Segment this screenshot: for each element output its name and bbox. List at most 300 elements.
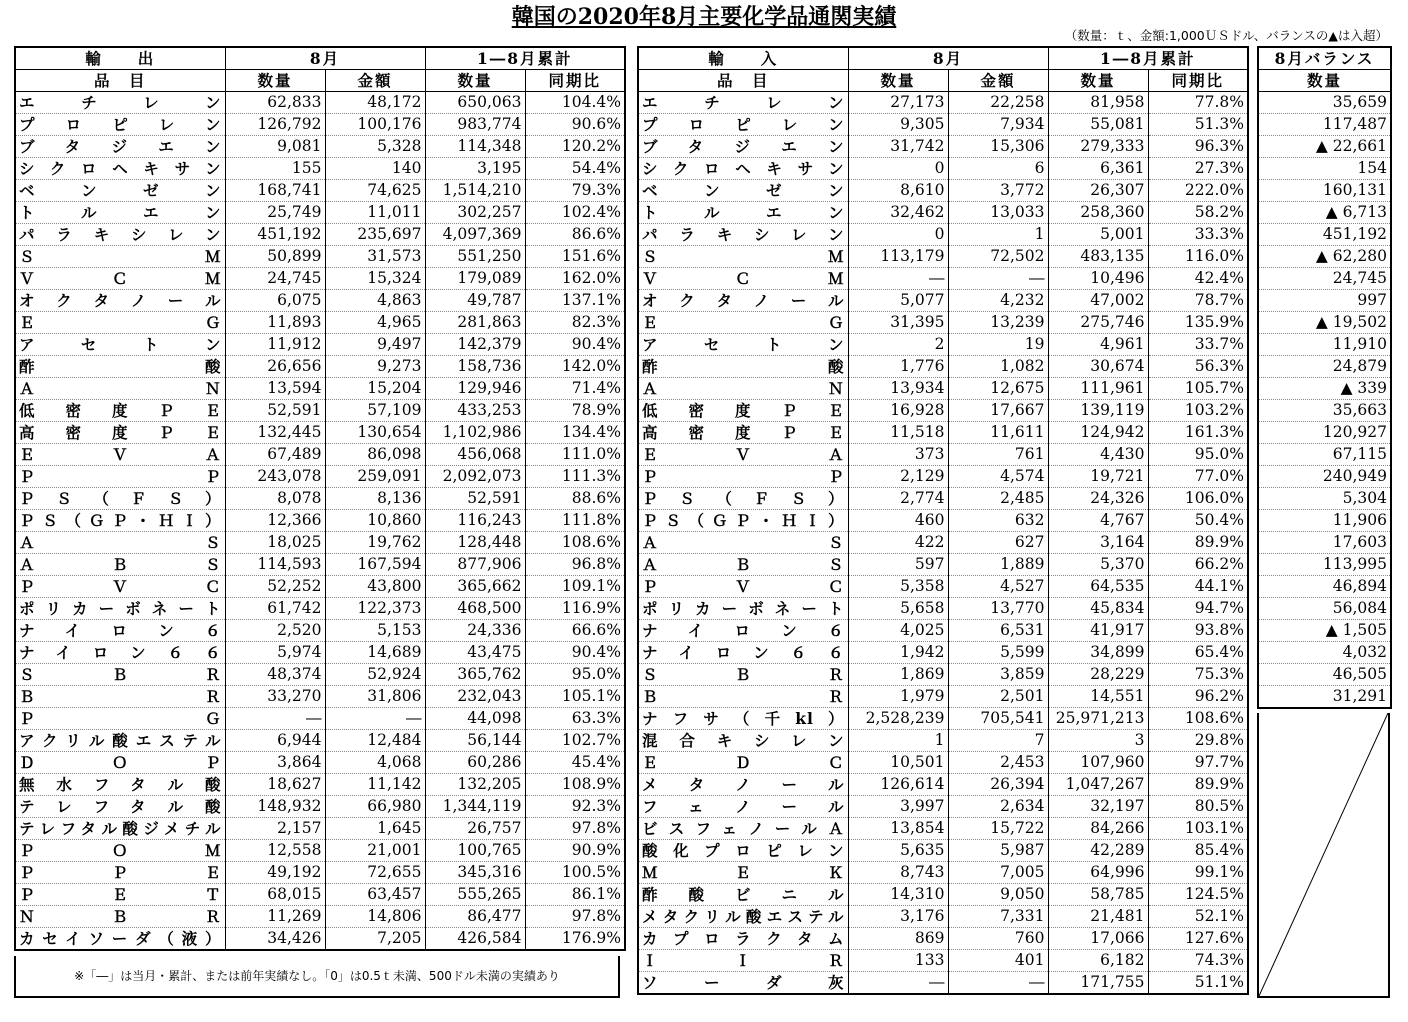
import-cum-qty: 41,917 [1048, 620, 1148, 642]
balance-row [1258, 202, 1391, 224]
export-cum-qty: 24,336 [425, 620, 525, 642]
import-amount: 22,258 [948, 92, 1048, 114]
import-qty: 0 [848, 158, 948, 180]
import-item-name: ＰＳ（ＦＳ） [638, 488, 848, 510]
imports-cumulative-header: 1―8月累計 [1048, 47, 1248, 70]
import-cum-qty: 6,361 [1048, 158, 1148, 180]
balance-header: 8月バランス [1258, 47, 1391, 70]
import-item-name: ＡＳ [638, 532, 848, 554]
import-cum-qty: 34,899 [1048, 642, 1148, 664]
import-item-name: パラキシレン [638, 224, 848, 246]
export-amount: 12,484 [325, 730, 425, 752]
export-qty: 2,157 [225, 818, 325, 840]
import-yoy: 94.7% [1148, 598, 1248, 620]
export-yoy: 79.3% [525, 180, 625, 202]
diagonal-line [1259, 713, 1388, 996]
import-amount: 4,574 [948, 466, 1048, 488]
import-yoy: 78.7% [1148, 290, 1248, 312]
balance-row [1258, 356, 1391, 378]
export-item-name: ＰＰＥ [15, 862, 225, 884]
balance-row [1258, 224, 1391, 246]
export-cum-qty: 1,344,119 [425, 796, 525, 818]
import-amount: 7,934 [948, 114, 1048, 136]
export-amount: 31,573 [325, 246, 425, 268]
balance-row [1258, 158, 1391, 180]
balance-row [1258, 554, 1391, 576]
export-cum-qty: 468,500 [425, 598, 525, 620]
balance-qty: 11,910 [1258, 334, 1391, 356]
import-qty: 373 [848, 444, 948, 466]
export-qty: 24,745 [225, 268, 325, 290]
import-yoy: 27.3% [1148, 158, 1248, 180]
export-qty: 50,899 [225, 246, 325, 268]
export-cum-qty: 142,379 [425, 334, 525, 356]
export-cum-qty: 49,787 [425, 290, 525, 312]
import-yoy: 74.3% [1148, 950, 1248, 972]
import-amount: 760 [948, 928, 1048, 950]
import-amount: 19 [948, 334, 1048, 356]
import-item-name: ＢＲ [638, 686, 848, 708]
import-row [638, 334, 1248, 356]
import-item-name: オクタノール [638, 290, 848, 312]
import-qty: ― [848, 972, 948, 995]
balance-qty: 120,927 [1258, 422, 1391, 444]
balance-row [1258, 598, 1391, 620]
import-item-name: ＩＩＲ [638, 950, 848, 972]
export-cum-qty: 60,286 [425, 752, 525, 774]
exports-header: 輸 出 [15, 47, 225, 70]
import-qty: 9,305 [848, 114, 948, 136]
import-qty: 4,025 [848, 620, 948, 642]
import-qty: 2,129 [848, 466, 948, 488]
import-cum-qty: 124,942 [1048, 422, 1148, 444]
import-amount: 627 [948, 532, 1048, 554]
export-row [15, 598, 625, 620]
import-item-name: トルエン [638, 202, 848, 224]
import-yoy: 77.0% [1148, 466, 1248, 488]
import-item-name: ＶＣＭ [638, 268, 848, 290]
import-qty: 2 [848, 334, 948, 356]
import-row [638, 444, 1248, 466]
import-row [638, 620, 1248, 642]
export-row [15, 620, 625, 642]
balance-row [1258, 246, 1391, 268]
export-amount: 19,762 [325, 532, 425, 554]
export-row [15, 862, 625, 884]
import-yoy: 103.1% [1148, 818, 1248, 840]
export-row [15, 158, 625, 180]
export-qty: 52,252 [225, 576, 325, 598]
import-cum-qty: 6,182 [1048, 950, 1148, 972]
imports-col-item: 品 目 [638, 70, 848, 92]
export-yoy: 90.4% [525, 334, 625, 356]
import-cum-qty: 58,785 [1048, 884, 1148, 906]
import-item-name: 低密度ＰＥ [638, 400, 848, 422]
balance-row [1258, 664, 1391, 686]
export-cum-qty: 1,514,210 [425, 180, 525, 202]
export-item-name: エチレン [15, 92, 225, 114]
import-amount: 7,331 [948, 906, 1048, 928]
import-item-name: プロピレン [638, 114, 848, 136]
balance-qty: 997 [1258, 290, 1391, 312]
import-amount: 72,502 [948, 246, 1048, 268]
export-amount: 21,001 [325, 840, 425, 862]
balance-row [1258, 510, 1391, 532]
export-cum-qty: 281,863 [425, 312, 525, 334]
import-amount: 705,541 [948, 708, 1048, 730]
import-qty: 13,854 [848, 818, 948, 840]
import-row [638, 114, 1248, 136]
import-qty: 460 [848, 510, 948, 532]
export-amount: ― [325, 708, 425, 730]
footnote: ※「―」は当月・累計、または前年実績なし。「0」は0.5ｔ未満、500ドル未満の実績あり [14, 956, 620, 998]
import-item-name: ＰＶＣ [638, 576, 848, 598]
export-amount: 140 [325, 158, 425, 180]
balance-row [1258, 312, 1391, 334]
export-row [15, 466, 625, 488]
export-amount: 8,136 [325, 488, 425, 510]
export-cum-qty: 86,477 [425, 906, 525, 928]
import-qty: ― [848, 268, 948, 290]
export-row [15, 642, 625, 664]
export-item-name: ＡＳ [15, 532, 225, 554]
export-qty: 49,192 [225, 862, 325, 884]
exports-col-yoy: 同期比 [525, 70, 625, 92]
balance-qty: 5,304 [1258, 488, 1391, 510]
export-item-name: 無水フタル酸 [15, 774, 225, 796]
balance-qty: ▲ 1,505 [1258, 620, 1391, 642]
import-yoy: 161.3% [1148, 422, 1248, 444]
import-cum-qty: 5,001 [1048, 224, 1148, 246]
import-amount: 15,306 [948, 136, 1048, 158]
export-amount: 43,800 [325, 576, 425, 598]
export-amount: 52,924 [325, 664, 425, 686]
import-item-name: ナイロン６ [638, 620, 848, 642]
import-row [638, 664, 1248, 686]
export-row [15, 92, 625, 114]
export-yoy: 102.4% [525, 202, 625, 224]
import-yoy: 44.1% [1148, 576, 1248, 598]
import-row [638, 224, 1248, 246]
export-amount: 86,098 [325, 444, 425, 466]
export-amount: 259,091 [325, 466, 425, 488]
import-row [638, 246, 1248, 268]
export-amount: 9,273 [325, 356, 425, 378]
export-cum-qty: 3,195 [425, 158, 525, 180]
export-amount: 7,205 [325, 928, 425, 951]
export-amount: 15,204 [325, 378, 425, 400]
import-qty: 133 [848, 950, 948, 972]
export-item-name: ＰＳ（ＦＳ） [15, 488, 225, 510]
export-yoy: 96.8% [525, 554, 625, 576]
export-cum-qty: 26,757 [425, 818, 525, 840]
export-row [15, 884, 625, 906]
balance-qty: 17,603 [1258, 532, 1391, 554]
export-item-name: ＤＯＰ [15, 752, 225, 774]
import-row [638, 554, 1248, 576]
import-yoy: 66.2% [1148, 554, 1248, 576]
export-qty: 18,025 [225, 532, 325, 554]
export-yoy: 90.4% [525, 642, 625, 664]
export-qty: 52,591 [225, 400, 325, 422]
import-qty: 5,077 [848, 290, 948, 312]
export-row [15, 752, 625, 774]
export-yoy: 176.9% [525, 928, 625, 951]
balance-qty: ▲ 62,280 [1258, 246, 1391, 268]
export-row [15, 840, 625, 862]
import-row [638, 92, 1248, 114]
balance-row [1258, 136, 1391, 158]
export-qty: 68,015 [225, 884, 325, 906]
export-item-name: 酢酸 [15, 356, 225, 378]
export-qty: 18,627 [225, 774, 325, 796]
export-yoy: 134.4% [525, 422, 625, 444]
export-yoy: 92.3% [525, 796, 625, 818]
export-row [15, 906, 625, 928]
import-row [638, 466, 1248, 488]
import-item-name: ＳＢＲ [638, 664, 848, 686]
import-yoy: 135.9% [1148, 312, 1248, 334]
export-qty: 11,912 [225, 334, 325, 356]
import-row [638, 312, 1248, 334]
export-yoy: 109.1% [525, 576, 625, 598]
exports-col-item: 品 目 [15, 70, 225, 92]
export-qty: 168,741 [225, 180, 325, 202]
export-row [15, 774, 625, 796]
balance-blank-area [1257, 713, 1390, 998]
export-cum-qty: 877,906 [425, 554, 525, 576]
import-row [638, 180, 1248, 202]
import-cum-qty: 30,674 [1048, 356, 1148, 378]
import-item-name: 混合キシレン [638, 730, 848, 752]
export-amount: 11,011 [325, 202, 425, 224]
balance-row [1258, 180, 1391, 202]
export-cum-qty: 650,063 [425, 92, 525, 114]
import-cum-qty: 10,496 [1048, 268, 1148, 290]
imports-col-yoy: 同期比 [1148, 70, 1248, 92]
import-qty: 27,173 [848, 92, 948, 114]
import-qty: 31,395 [848, 312, 948, 334]
balance-qty: 46,894 [1258, 576, 1391, 598]
import-cum-qty: 64,535 [1048, 576, 1148, 598]
import-qty: 11,518 [848, 422, 948, 444]
export-amount: 72,655 [325, 862, 425, 884]
export-row [15, 686, 625, 708]
import-yoy: 105.7% [1148, 378, 1248, 400]
export-amount: 4,863 [325, 290, 425, 312]
import-yoy: 33.3% [1148, 224, 1248, 246]
export-cum-qty: 132,205 [425, 774, 525, 796]
balance-col-qty: 数量 [1258, 70, 1391, 92]
balance-qty: ▲ 19,502 [1258, 312, 1391, 334]
export-yoy: 78.9% [525, 400, 625, 422]
export-row [15, 532, 625, 554]
export-amount: 235,697 [325, 224, 425, 246]
import-yoy: 58.2% [1148, 202, 1248, 224]
export-row [15, 114, 625, 136]
export-row [15, 246, 625, 268]
import-amount: ― [948, 268, 1048, 290]
export-row [15, 510, 625, 532]
balance-qty: ▲ 6,713 [1258, 202, 1391, 224]
export-qty: 67,489 [225, 444, 325, 466]
balance-row [1258, 532, 1391, 554]
balance-qty: 113,995 [1258, 554, 1391, 576]
export-qty: 6,075 [225, 290, 325, 312]
import-row [638, 136, 1248, 158]
export-cum-qty: 456,068 [425, 444, 525, 466]
import-cum-qty: 24,326 [1048, 488, 1148, 510]
import-qty: 1,869 [848, 664, 948, 686]
import-cum-qty: 42,289 [1048, 840, 1148, 862]
import-yoy: 127.6% [1148, 928, 1248, 950]
balance-qty: 240,949 [1258, 466, 1391, 488]
exports-col-qty: 数量 [225, 70, 325, 92]
export-item-name: アクリル酸エステル [15, 730, 225, 752]
import-row [638, 928, 1248, 950]
import-amount: 761 [948, 444, 1048, 466]
import-row [638, 950, 1248, 972]
import-yoy: 93.8% [1148, 620, 1248, 642]
export-cum-qty: 302,257 [425, 202, 525, 224]
export-item-name: ポリカーボネート [15, 598, 225, 620]
import-qty: 10,501 [848, 752, 948, 774]
import-amount: 632 [948, 510, 1048, 532]
import-cum-qty: 1,047,267 [1048, 774, 1148, 796]
export-item-name: ＡＮ [15, 378, 225, 400]
export-yoy: 111.3% [525, 466, 625, 488]
import-item-name: メタノール [638, 774, 848, 796]
export-qty: 148,932 [225, 796, 325, 818]
balance-qty: 154 [1258, 158, 1391, 180]
export-qty: 9,081 [225, 136, 325, 158]
import-row [638, 576, 1248, 598]
export-yoy: 111.8% [525, 510, 625, 532]
import-item-name: ポリカーボネート [638, 598, 848, 620]
import-cum-qty: 483,135 [1048, 246, 1148, 268]
exports-col-cum-qty: 数量 [425, 70, 525, 92]
export-cum-qty: 365,662 [425, 576, 525, 598]
import-item-name: アセトン [638, 334, 848, 356]
export-qty: 155 [225, 158, 325, 180]
import-qty: 1,776 [848, 356, 948, 378]
import-row [638, 378, 1248, 400]
export-item-name: ＳＭ [15, 246, 225, 268]
exports-month-header: 8月 [225, 47, 425, 70]
import-qty: 14,310 [848, 884, 948, 906]
import-row [638, 422, 1248, 444]
export-qty: 451,192 [225, 224, 325, 246]
balance-qty: ▲ 339 [1258, 378, 1391, 400]
import-qty: 31,742 [848, 136, 948, 158]
balance-row [1258, 576, 1391, 598]
export-item-name: ＳＢＲ [15, 664, 225, 686]
export-row [15, 664, 625, 686]
import-qty: 5,635 [848, 840, 948, 862]
import-amount: 2,453 [948, 752, 1048, 774]
import-yoy: 85.4% [1148, 840, 1248, 862]
import-yoy: 222.0% [1148, 180, 1248, 202]
export-qty: 114,593 [225, 554, 325, 576]
export-row [15, 422, 625, 444]
import-cum-qty: 4,767 [1048, 510, 1148, 532]
export-item-name: ＶＣＭ [15, 268, 225, 290]
imports-month-header: 8月 [848, 47, 1048, 70]
import-amount: 3,772 [948, 180, 1048, 202]
export-item-name: ブタジエン [15, 136, 225, 158]
import-cum-qty: 55,081 [1048, 114, 1148, 136]
export-row [15, 400, 625, 422]
export-cum-qty: 555,265 [425, 884, 525, 906]
import-yoy: 116.0% [1148, 246, 1248, 268]
import-yoy: 56.3% [1148, 356, 1248, 378]
export-yoy: 151.6% [525, 246, 625, 268]
import-amount: 2,501 [948, 686, 1048, 708]
export-yoy: 45.4% [525, 752, 625, 774]
import-cum-qty: 5,370 [1048, 554, 1148, 576]
export-yoy: 88.6% [525, 488, 625, 510]
balance-row [1258, 488, 1391, 510]
import-qty: 3,176 [848, 906, 948, 928]
export-qty: 12,366 [225, 510, 325, 532]
import-cum-qty: 275,746 [1048, 312, 1148, 334]
export-amount: 122,373 [325, 598, 425, 620]
import-amount: 12,675 [948, 378, 1048, 400]
export-qty: 33,270 [225, 686, 325, 708]
import-yoy: 52.1% [1148, 906, 1248, 928]
import-item-name: ＥＤＣ [638, 752, 848, 774]
import-cum-qty: 64,996 [1048, 862, 1148, 884]
export-yoy: 116.9% [525, 598, 625, 620]
import-row [638, 730, 1248, 752]
import-row [638, 642, 1248, 664]
balance-qty: 67,115 [1258, 444, 1391, 466]
export-cum-qty: 365,762 [425, 664, 525, 686]
balance-row [1258, 334, 1391, 356]
import-amount: 13,033 [948, 202, 1048, 224]
import-item-name: ナイロン６６ [638, 642, 848, 664]
export-item-name: テレフタル酸 [15, 796, 225, 818]
import-row [638, 488, 1248, 510]
export-amount: 63,457 [325, 884, 425, 906]
import-yoy: 99.1% [1148, 862, 1248, 884]
balance-qty: 4,032 [1258, 642, 1391, 664]
import-amount: 7 [948, 730, 1048, 752]
export-qty: 5,974 [225, 642, 325, 664]
import-item-name: フェノール [638, 796, 848, 818]
balance-qty: 117,487 [1258, 114, 1391, 136]
import-item-name: ベンゼン [638, 180, 848, 202]
export-yoy: 82.3% [525, 312, 625, 334]
import-cum-qty: 28,229 [1048, 664, 1148, 686]
export-yoy: 100.5% [525, 862, 625, 884]
import-qty: 8,743 [848, 862, 948, 884]
import-qty: 2,774 [848, 488, 948, 510]
export-amount: 48,172 [325, 92, 425, 114]
export-row [15, 576, 625, 598]
import-item-name: ブタジエン [638, 136, 848, 158]
import-qty: 2,528,239 [848, 708, 948, 730]
import-qty: 32,462 [848, 202, 948, 224]
balance-qty: 46,505 [1258, 664, 1391, 686]
export-cum-qty: 44,098 [425, 708, 525, 730]
import-row [638, 356, 1248, 378]
export-item-name: ナイロン６ [15, 620, 225, 642]
import-qty: 869 [848, 928, 948, 950]
balance-qty: ▲ 22,661 [1258, 136, 1391, 158]
balance-qty: 31,291 [1258, 686, 1391, 709]
export-cum-qty: 1,102,986 [425, 422, 525, 444]
